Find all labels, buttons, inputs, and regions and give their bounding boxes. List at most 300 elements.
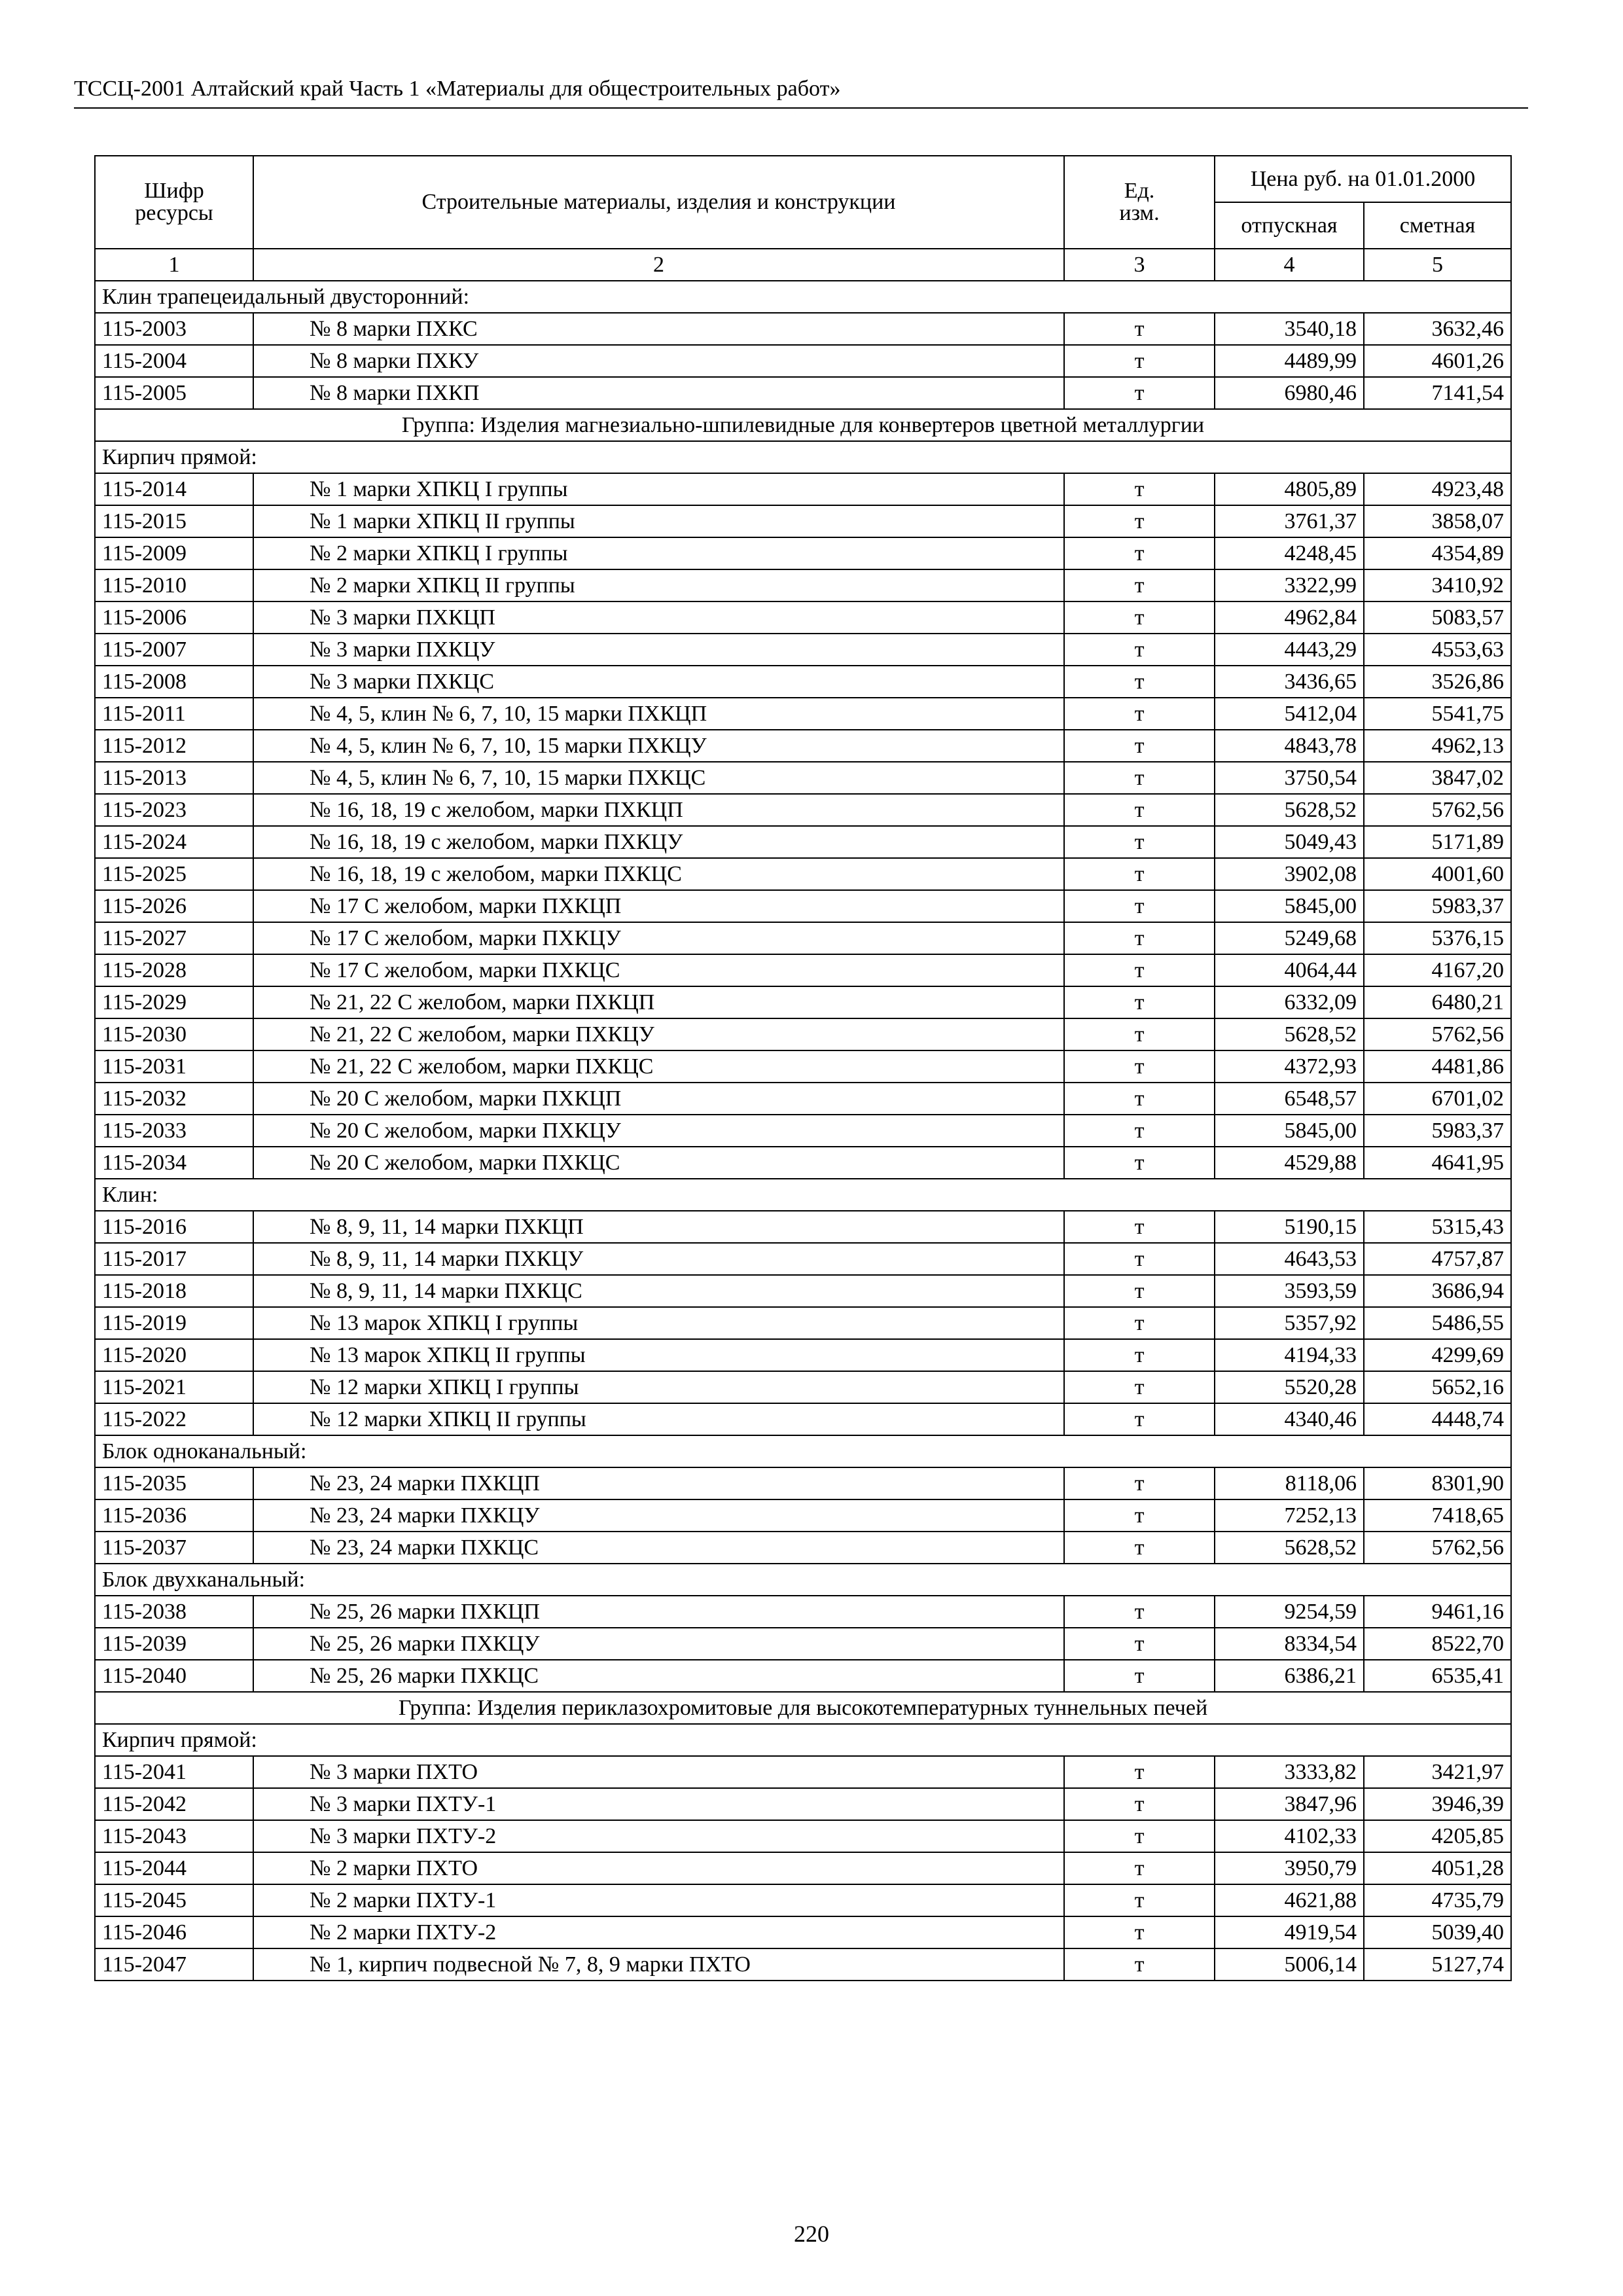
resource-code: 115-2019 [95,1307,253,1339]
resource-code: 115-2010 [95,569,253,601]
release-price: 6548,57 [1215,1083,1364,1115]
resource-code: 115-2020 [95,1339,253,1371]
table-row [95,537,1511,569]
column-number: 4 [1215,249,1364,281]
unit-cell: т [1064,730,1215,762]
table-row [95,1532,1511,1564]
estimate-price: 3632,46 [1364,313,1511,345]
estimate-price: 6480,21 [1364,986,1511,1018]
material-name: № 25, 26 марки ПХКЦП [253,1596,1064,1628]
table-row [95,1018,1511,1050]
table-row [95,377,1511,409]
release-price: 3322,99 [1215,569,1364,601]
resource-code: 115-2004 [95,345,253,377]
resource-code: 115-2005 [95,377,253,409]
unit-cell: т [1064,986,1215,1018]
unit-cell: т [1064,1403,1215,1435]
resource-code: 115-2035 [95,1467,253,1499]
subheading: Кирпич прямой: [95,1724,1511,1756]
resource-code: 115-2023 [95,794,253,826]
release-price: 5190,15 [1215,1211,1364,1243]
material-name: № 3 марки ПХТУ-2 [253,1820,1064,1852]
material-name: № 13 марок ХПКЦ II группы [253,1339,1064,1371]
material-name: № 21, 22 С желобом, марки ПХКЦС [253,1050,1064,1083]
resource-code: 115-2006 [95,601,253,634]
header-estimate-price: сметная [1364,202,1511,249]
material-name: № 8, 9, 11, 14 марки ПХКЦП [253,1211,1064,1243]
estimate-price: 7418,65 [1364,1499,1511,1532]
material-name: № 3 марки ПХТУ-1 [253,1788,1064,1820]
material-name: № 2 марки ПХТУ-1 [253,1884,1064,1916]
release-price: 4643,53 [1215,1243,1364,1275]
header-name: Строительные материалы, изделия и конструкции [253,156,1064,249]
material-name: № 8 марки ПХКП [253,377,1064,409]
table-row [95,1499,1511,1532]
unit-cell: т [1064,1147,1215,1179]
resource-code: 115-2029 [95,986,253,1018]
resource-code: 115-2027 [95,922,253,954]
material-name: № 8, 9, 11, 14 марки ПХКЦС [253,1275,1064,1307]
table-row [95,1403,1511,1435]
material-name: № 20 С желобом, марки ПХКЦП [253,1083,1064,1115]
table-row [95,986,1511,1018]
material-name: № 8 марки ПХКУ [253,345,1064,377]
resource-code: 115-2043 [95,1820,253,1852]
unit-cell: т [1064,345,1215,377]
release-price: 8334,54 [1215,1628,1364,1660]
unit-cell: т [1064,1660,1215,1692]
table-row [95,634,1511,666]
release-price: 3902,08 [1215,858,1364,890]
resource-code: 115-2012 [95,730,253,762]
estimate-price: 9461,16 [1364,1596,1511,1628]
resource-code: 115-2037 [95,1532,253,1564]
unit-cell: т [1064,1243,1215,1275]
release-price: 3540,18 [1215,313,1364,345]
price-table-body [95,281,1511,1981]
estimate-price: 8301,90 [1364,1467,1511,1499]
estimate-price: 4299,69 [1364,1339,1511,1371]
estimate-price: 4051,28 [1364,1852,1511,1884]
material-name: № 17 С желобом, марки ПХКЦС [253,954,1064,986]
table-row [95,1852,1511,1884]
table-row [95,601,1511,634]
material-name: № 25, 26 марки ПХКЦУ [253,1628,1064,1660]
release-price: 5628,52 [1215,794,1364,826]
estimate-price: 4923,48 [1364,473,1511,505]
release-price: 4102,33 [1215,1820,1364,1852]
material-name: № 25, 26 марки ПХКЦС [253,1660,1064,1692]
header-release-price: отпускная [1215,202,1364,249]
estimate-price: 5315,43 [1364,1211,1511,1243]
estimate-price: 3410,92 [1364,569,1511,601]
subheading: Блок двухканальный: [95,1564,1511,1596]
release-price: 5006,14 [1215,1948,1364,1981]
material-name: № 23, 24 марки ПХКЦУ [253,1499,1064,1532]
resource-code: 115-2036 [95,1499,253,1532]
estimate-price: 5652,16 [1364,1371,1511,1403]
unit-cell: т [1064,505,1215,537]
subheading: Клин: [95,1179,1511,1211]
estimate-price: 4001,60 [1364,858,1511,890]
unit-cell: т [1064,1499,1215,1532]
estimate-price: 6535,41 [1364,1660,1511,1692]
material-name: № 21, 22 С желобом, марки ПХКЦУ [253,1018,1064,1050]
material-name: № 4, 5, клин № 6, 7, 10, 15 марки ПХКЦП [253,698,1064,730]
estimate-price: 5762,56 [1364,1532,1511,1564]
resource-code: 115-2039 [95,1628,253,1660]
resource-code: 115-2026 [95,890,253,922]
estimate-price: 5127,74 [1364,1948,1511,1981]
release-price: 5628,52 [1215,1532,1364,1564]
release-price: 3436,65 [1215,666,1364,698]
table-row [95,1467,1511,1499]
unit-cell: т [1064,1852,1215,1884]
estimate-price: 5983,37 [1364,1115,1511,1147]
release-price: 4843,78 [1215,730,1364,762]
unit-cell: т [1064,1211,1215,1243]
unit-cell: т [1064,473,1215,505]
unit-cell: т [1064,1083,1215,1115]
release-price: 4529,88 [1215,1147,1364,1179]
estimate-price: 5541,75 [1364,698,1511,730]
unit-cell: т [1064,890,1215,922]
table-row [95,1147,1511,1179]
estimate-price: 4757,87 [1364,1243,1511,1275]
material-name: № 3 марки ПХТО [253,1756,1064,1788]
estimate-price: 5083,57 [1364,601,1511,634]
resource-code: 115-2009 [95,537,253,569]
material-name: № 4, 5, клин № 6, 7, 10, 15 марки ПХКЦС [253,762,1064,794]
table-row [95,954,1511,986]
table-row [95,698,1511,730]
table-row [95,1820,1511,1852]
header-price: Цена руб. на 01.01.2000 [1215,156,1511,202]
resource-code: 115-2017 [95,1243,253,1275]
unit-cell: т [1064,1018,1215,1050]
estimate-price: 4601,26 [1364,345,1511,377]
material-name: № 1 марки ХПКЦ II группы [253,505,1064,537]
table-row [95,1788,1511,1820]
table-row [95,473,1511,505]
estimate-price: 4481,86 [1364,1050,1511,1083]
column-number: 1 [95,249,253,281]
resource-code: 115-2038 [95,1596,253,1628]
table-row [95,1660,1511,1692]
material-name: № 12 марки ХПКЦ II группы [253,1403,1064,1435]
resource-code: 115-2040 [95,1660,253,1692]
resource-code: 115-2041 [95,1756,253,1788]
table-row [95,858,1511,890]
material-name: № 2 марки ХПКЦ I группы [253,537,1064,569]
resource-code: 115-2018 [95,1275,253,1307]
release-price: 6332,09 [1215,986,1364,1018]
subheading-row [95,1435,1511,1467]
unit-cell: т [1064,1916,1215,1948]
resource-code: 115-2028 [95,954,253,986]
unit-cell: т [1064,1050,1215,1083]
material-name: № 1, кирпич подвесной № 7, 8, 9 марки ПХТО [253,1948,1064,1981]
release-price: 3950,79 [1215,1852,1364,1884]
subheading-row [95,1564,1511,1596]
release-price: 5628,52 [1215,1018,1364,1050]
release-price: 5845,00 [1215,1115,1364,1147]
estimate-price: 3847,02 [1364,762,1511,794]
unit-cell: т [1064,377,1215,409]
resource-code: 115-2031 [95,1050,253,1083]
release-price: 6386,21 [1215,1660,1364,1692]
unit-cell: т [1064,537,1215,569]
table-row [95,345,1511,377]
page-header: ТССЦ-2001 Алтайский край Часть 1 «Материалы для общестроительных работ» [74,73,1528,109]
subheading: Кирпич прямой: [95,441,1511,473]
estimate-price: 4735,79 [1364,1884,1511,1916]
resource-code: 115-2045 [95,1884,253,1916]
resource-code: 115-2022 [95,1403,253,1435]
unit-cell: т [1064,794,1215,826]
release-price: 4443,29 [1215,634,1364,666]
group-heading-row [95,1692,1511,1724]
resource-code: 115-2024 [95,826,253,858]
material-name: № 1 марки ХПКЦ I группы [253,473,1064,505]
release-price: 4919,54 [1215,1916,1364,1948]
unit-cell: т [1064,1788,1215,1820]
release-price: 5520,28 [1215,1371,1364,1403]
subheading: Клин трапецеидальный двусторонний: [95,281,1511,313]
resource-code: 115-2042 [95,1788,253,1820]
estimate-price: 3526,86 [1364,666,1511,698]
material-name: № 21, 22 С желобом, марки ПХКЦП [253,986,1064,1018]
resource-code: 115-2015 [95,505,253,537]
release-price: 4962,84 [1215,601,1364,634]
table-row [95,569,1511,601]
material-name: № 13 марок ХПКЦ I группы [253,1307,1064,1339]
estimate-price: 3858,07 [1364,505,1511,537]
unit-cell: т [1064,922,1215,954]
release-price: 5412,04 [1215,698,1364,730]
price-table [94,155,1512,1981]
unit-cell: т [1064,1628,1215,1660]
table-row [95,1243,1511,1275]
unit-cell: т [1064,634,1215,666]
page-number: 220 [794,2221,829,2247]
unit-cell: т [1064,1532,1215,1564]
material-name: № 3 марки ПХКЦУ [253,634,1064,666]
table-row [95,1916,1511,1948]
unit-cell: т [1064,1467,1215,1499]
table-row [95,1371,1511,1403]
unit-cell: т [1064,1884,1215,1916]
resource-code: 115-2011 [95,698,253,730]
release-price: 4372,93 [1215,1050,1364,1083]
release-price: 7252,13 [1215,1499,1364,1532]
estimate-price: 4553,63 [1364,634,1511,666]
material-name: № 2 марки ПХТУ-2 [253,1916,1064,1948]
subheading-row [95,281,1511,313]
resource-code: 115-2034 [95,1147,253,1179]
table-row [95,1948,1511,1981]
group-heading: Группа: Изделия периклазохромитовые для высокотемпературных туннельных печей [95,1692,1511,1724]
material-name: № 4, 5, клин № 6, 7, 10, 15 марки ПХКЦУ [253,730,1064,762]
table-row [95,762,1511,794]
unit-cell: т [1064,666,1215,698]
resource-code: 115-2047 [95,1948,253,1981]
material-name: № 16, 18, 19 с желобом, марки ПХКЦС [253,858,1064,890]
column-number: 5 [1364,249,1511,281]
resource-code: 115-2007 [95,634,253,666]
estimate-price: 4448,74 [1364,1403,1511,1435]
unit-cell: т [1064,1596,1215,1628]
table-row [95,1050,1511,1083]
unit-cell: т [1064,1371,1215,1403]
unit-cell: т [1064,954,1215,986]
estimate-price: 7141,54 [1364,377,1511,409]
table-row [95,1339,1511,1371]
material-name: № 12 марки ХПКЦ I группы [253,1371,1064,1403]
subheading-row [95,1179,1511,1211]
subheading-row [95,441,1511,473]
estimate-price: 4205,85 [1364,1820,1511,1852]
release-price: 5845,00 [1215,890,1364,922]
table-row [95,1756,1511,1788]
group-heading: Группа: Изделия магнезиально-шпилевидные для конвертеров цветной металлургии [95,409,1511,441]
estimate-price: 4641,95 [1364,1147,1511,1179]
material-name: № 23, 24 марки ПХКЦП [253,1467,1064,1499]
estimate-price: 6701,02 [1364,1083,1511,1115]
table-row [95,1115,1511,1147]
material-name: № 2 марки ПХТО [253,1852,1064,1884]
subheading-row [95,1724,1511,1756]
material-name: № 2 марки ХПКЦ II группы [253,569,1064,601]
release-price: 5357,92 [1215,1307,1364,1339]
material-name: № 8 марки ПХКС [253,313,1064,345]
table-row [95,505,1511,537]
unit-cell: т [1064,762,1215,794]
header-unit: Ед. изм. [1064,156,1215,249]
unit-cell: т [1064,1115,1215,1147]
release-price: 3847,96 [1215,1788,1364,1820]
column-number: 2 [253,249,1064,281]
subheading: Блок одноканальный: [95,1435,1511,1467]
estimate-price: 8522,70 [1364,1628,1511,1660]
estimate-price: 5171,89 [1364,826,1511,858]
resource-code: 115-2044 [95,1852,253,1884]
estimate-price: 5762,56 [1364,1018,1511,1050]
release-price: 4340,46 [1215,1403,1364,1435]
unit-cell: т [1064,698,1215,730]
unit-cell: т [1064,601,1215,634]
resource-code: 115-2025 [95,858,253,890]
table-row [95,1083,1511,1115]
resource-code: 115-2032 [95,1083,253,1115]
table-row [95,922,1511,954]
resource-code: 115-2013 [95,762,253,794]
resource-code: 115-2003 [95,313,253,345]
unit-cell: т [1064,1339,1215,1371]
release-price: 4489,99 [1215,345,1364,377]
estimate-price: 5376,15 [1364,922,1511,954]
resource-code: 115-2033 [95,1115,253,1147]
table-row [95,666,1511,698]
estimate-price: 3946,39 [1364,1788,1511,1820]
table-row [95,1596,1511,1628]
estimate-price: 5039,40 [1364,1916,1511,1948]
estimate-price: 3421,97 [1364,1756,1511,1788]
release-price: 3750,54 [1215,762,1364,794]
unit-cell: т [1064,858,1215,890]
table-row [95,1307,1511,1339]
estimate-price: 4962,13 [1364,730,1511,762]
resource-code: 115-2008 [95,666,253,698]
table-row [95,794,1511,826]
material-name: № 8, 9, 11, 14 марки ПХКЦУ [253,1243,1064,1275]
release-price: 5049,43 [1215,826,1364,858]
release-price: 6980,46 [1215,377,1364,409]
release-price: 9254,59 [1215,1596,1364,1628]
material-name: № 23, 24 марки ПХКЦС [253,1532,1064,1564]
material-name: № 3 марки ПХКЦС [253,666,1064,698]
material-name: № 16, 18, 19 с желобом, марки ПХКЦП [253,794,1064,826]
release-price: 4805,89 [1215,473,1364,505]
material-name: № 17 С желобом, марки ПХКЦП [253,890,1064,922]
resource-code: 115-2014 [95,473,253,505]
unit-cell: т [1064,1307,1215,1339]
release-price: 4194,33 [1215,1339,1364,1371]
unit-cell: т [1064,1948,1215,1981]
estimate-price: 5983,37 [1364,890,1511,922]
estimate-price: 5762,56 [1364,794,1511,826]
unit-cell: т [1064,826,1215,858]
estimate-price: 3686,94 [1364,1275,1511,1307]
release-price: 3333,82 [1215,1756,1364,1788]
material-name: № 20 С желобом, марки ПХКЦУ [253,1115,1064,1147]
material-name: № 3 марки ПХКЦП [253,601,1064,634]
unit-cell: т [1064,1275,1215,1307]
material-name: № 20 С желобом, марки ПХКЦС [253,1147,1064,1179]
resource-code: 115-2016 [95,1211,253,1243]
column-number-row [95,249,1511,281]
table-row [95,313,1511,345]
material-name: № 16, 18, 19 с желобом, марки ПХКЦУ [253,826,1064,858]
material-name: № 17 С желобом, марки ПХКЦУ [253,922,1064,954]
resource-code: 115-2030 [95,1018,253,1050]
resource-code: 115-2021 [95,1371,253,1403]
table-row [95,890,1511,922]
resource-code: 115-2046 [95,1916,253,1948]
unit-cell: т [1064,313,1215,345]
estimate-price: 5486,55 [1364,1307,1511,1339]
table-row [95,1628,1511,1660]
unit-cell: т [1064,569,1215,601]
release-price: 5249,68 [1215,922,1364,954]
header-code: Шифр ресурсы [95,156,253,249]
release-price: 4621,88 [1215,1884,1364,1916]
unit-cell: т [1064,1820,1215,1852]
release-price: 4064,44 [1215,954,1364,986]
table-row [95,1884,1511,1916]
estimate-price: 4354,89 [1364,537,1511,569]
table-row [95,730,1511,762]
release-price: 3761,37 [1215,505,1364,537]
table-row [95,1275,1511,1307]
release-price: 4248,45 [1215,537,1364,569]
table-row [95,1211,1511,1243]
table-row [95,826,1511,858]
unit-cell: т [1064,1756,1215,1788]
release-price: 3593,59 [1215,1275,1364,1307]
estimate-price: 4167,20 [1364,954,1511,986]
release-price: 8118,06 [1215,1467,1364,1499]
